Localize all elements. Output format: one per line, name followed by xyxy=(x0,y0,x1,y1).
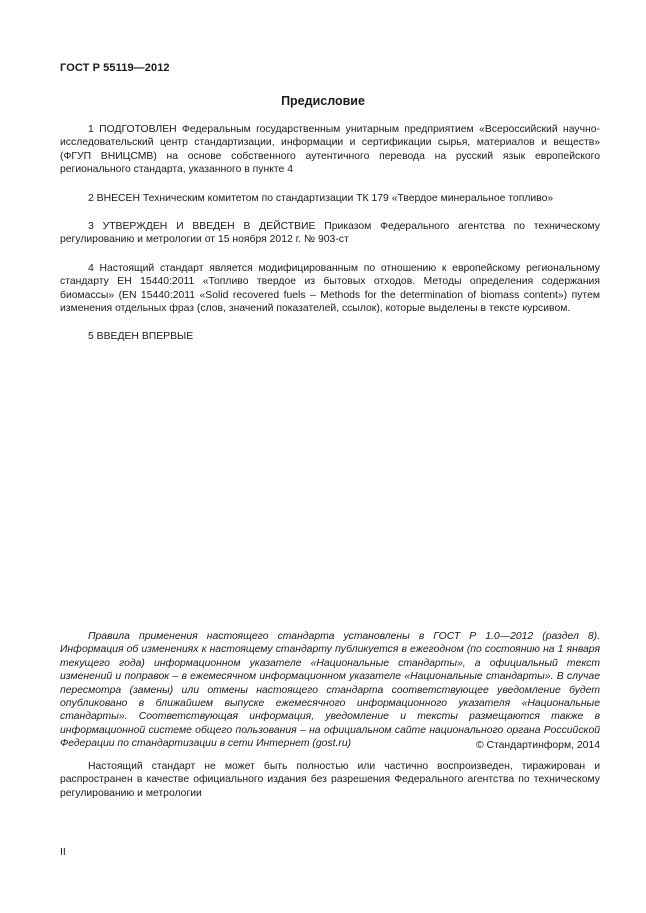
page-number: II xyxy=(60,847,66,858)
application-notice: Правила применения настоящего стандарта установлены в ГОСТ Р 1.0—2012 (раздел 8). Информация об изменениях к настоящему стандарту публикуется в ежегодном (по состоянию на 1 января текущего года) информационном указателе «Национальные стандарты», а официальный текст изменений и поправок – в ежемесячном информационном указателе «Национальные стандарты». В случае пересмотра (замены) или отмены настоящего стандарта соответствующее уведомление будет опубликовано в ближайшем выпуске ежемесячного информационного указателя «Национальные стандарты». Соответствующая информация, уведомление и тексты размещаются также в информационной системе общего пользования – на официальном сайте национального органа Российской Федерации по стандартизации в сети Интернет (gost.ru) xyxy=(60,631,600,750)
paragraph-approved: 3 УТВЕРЖДЕН И ВВЕДЕН В ДЕЙСТВИЕ Приказом Федерального агентства по техническому регулированию и метрологии от 15 ноября 2012 г. № 903-ст xyxy=(60,221,600,246)
standard-id: ГОСТ Р 55119—2012 xyxy=(60,62,170,74)
rights-statement: Настоящий стандарт не может быть полностью или частично воспроизведен, тиражирован и распространен в качестве официального издания без разрешения Федерального агентства по техническому регулированию и метрологии xyxy=(60,761,600,799)
foreword-body xyxy=(60,123,600,359)
page-title: Предисловие xyxy=(281,94,365,108)
paragraph-prepared: 1 ПОДГОТОВЛЕН Федеральным государственным унитарным предприятием «Всероссийский научно-исследовательский центр стандартизации, информации и сертификации сырья, материалов и веществ» (ФГУП ВНИЦСМВ) на основе собственного аутентичного перевода на русский язык европейского регионального стандарта, указанного в пункте 4 xyxy=(60,124,600,176)
paragraph-modified: 4 Настоящий стандарт является модифицированным по отношению к европейскому региональному стандарту ЕН 15440:2011 «Топливо твердое из бытовых отходов. Методы определения содержания биомассы» (EN 15440:2011 «Solid recovered fuels – Methods for the determination of biomass content») путем изменения отдельных фраз (слов, значений показателей, ссылок), которые выделены в тексте курсивом. xyxy=(60,262,600,315)
paragraph-first-introduced: 5 ВВЕДЕН ВПЕРВЫЕ xyxy=(88,331,194,343)
copyright: © Стандартинформ, 2014 xyxy=(475,740,600,751)
paragraph-submitted: 2 ВНЕСЕН Техническим комитетом по стандартизации ТК 179 «Твердое минеральное топливо» xyxy=(88,192,554,204)
